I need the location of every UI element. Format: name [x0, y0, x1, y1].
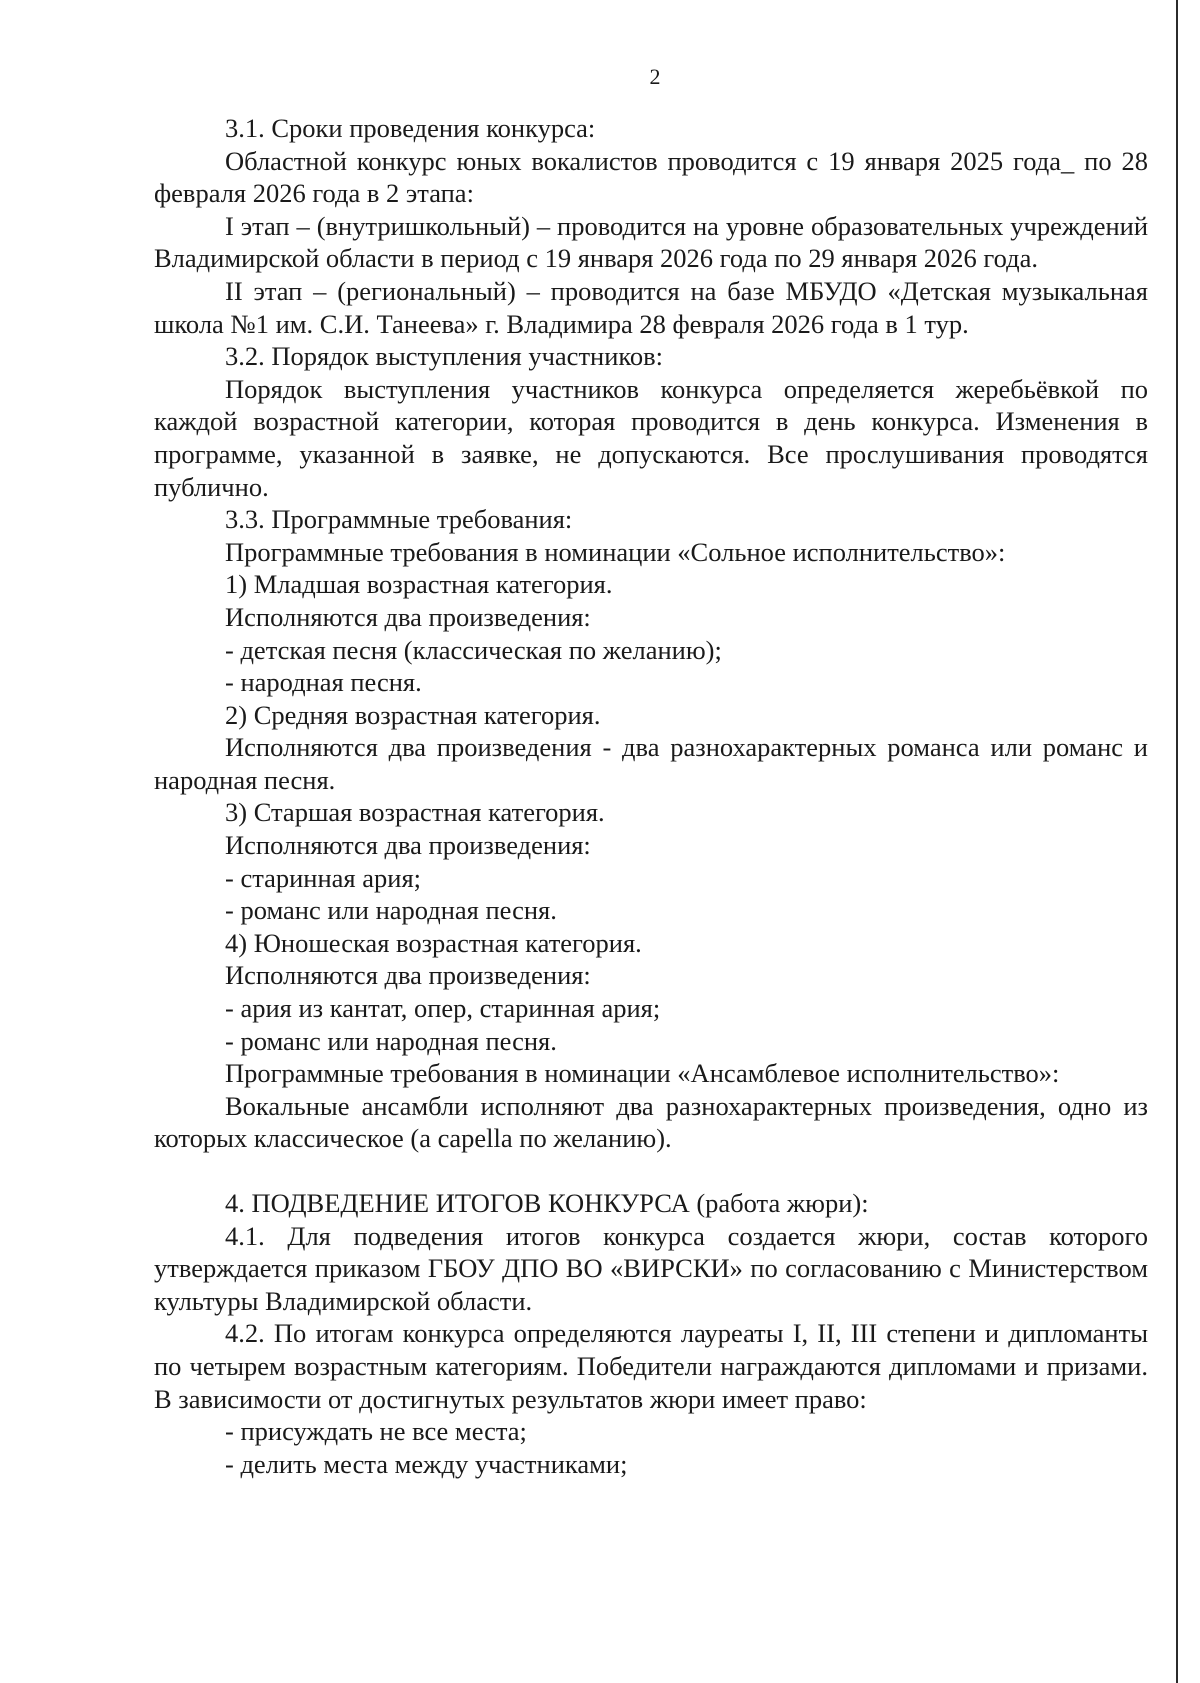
youth-work-2: - романс или народная песня. — [225, 1025, 557, 1056]
youth-category: 4) Юношеская возрастная категория. — [225, 927, 642, 958]
section-3-2-heading: 3.2. Порядок выступления участников: — [225, 341, 664, 372]
section-4-heading: 4. ПОДВЕДЕНИЕ ИТОГОВ КОНКУРСА (работа жюри): — [225, 1188, 869, 1218]
senior-works-intro: Исполняются два произведения: — [225, 830, 591, 861]
senior-work-2: - романс или народная песня. — [225, 895, 557, 926]
junior-category: 1) Младшая возрастная категория. — [225, 569, 613, 600]
stage-2-paragraph: II этап – (региональный) – проводится на базе МБУДО «Детская музыкальная школа №1 им. С.И. Танеева» г. Владимира 28 февраля 2026 года в 1 тур. — [154, 275, 1148, 339]
junior-work-1: - детская песня (классическая по желанию); — [225, 634, 722, 665]
middle-category: 2) Средняя возрастная категория. — [225, 699, 601, 730]
performance-order-paragraph: Порядок выступления участников конкурса определяется жеребьёвкой по каждой возрастной категории, которая проводится в день конкурса. Изменения в программе, указанной в заявке, не допускаются. Все прослушивания проводятся публично. — [154, 373, 1148, 502]
jury-right-2: - делить места между участниками; — [225, 1448, 628, 1479]
page-edge-line — [1176, 0, 1178, 1683]
ensemble-works: Вокальные ансамбли исполняют два разнохарактерных произведения, одно из которых классическое (а capella по желанию). — [154, 1090, 1148, 1154]
jury-right-1: - присуждать не все места; — [225, 1416, 527, 1447]
middle-works: Исполняются два произведения - два разнохарактерных романса или романс и народная песня. — [154, 732, 1148, 795]
senior-category: 3) Старшая возрастная категория. — [225, 797, 605, 828]
document-body — [154, 112, 1148, 1480]
youth-work-1: - ария из кантат, опер, старинная ария; — [225, 993, 661, 1024]
senior-work-1: - старинная ария; — [225, 862, 421, 893]
contest-dates-paragraph: Областной конкурс юных вокалистов проводится с 19 января 2025 года_ по 28 февраля 2026 года в 2 этапа: — [154, 145, 1148, 209]
stage-1-paragraph: I этап – (внутришкольный) – проводится на уровне образовательных учреждений Владимирской области в период с 19 января 2026 года по 29 января 2026 года. — [154, 210, 1148, 274]
ensemble-requirements-heading: Программные требования в номинации «Ансамблевое исполнительство»: — [225, 1058, 1060, 1089]
solo-requirements-heading: Программные требования в номинации «Сольное исполнительство»: — [225, 536, 1006, 567]
youth-works-intro: Исполняются два произведения: — [225, 960, 591, 991]
section-gap — [154, 1155, 1148, 1187]
page-number: 2 — [649, 64, 661, 89]
section-3-1-heading: 3.1. Сроки проведения конкурса: — [225, 113, 596, 143]
junior-works-intro: Исполняются два произведения: — [225, 601, 591, 632]
section-3-3-heading: 3.3. Программные требования: — [225, 504, 573, 535]
results-paragraph: 4.2. По итогам конкурса определяются лауреаты I, II, III степени и дипломанты по четырем возрастным категориям. Победители награждаются дипломами и призами. В зависимости от достигнутых результатов жюри имеет право: — [154, 1318, 1148, 1414]
jury-formation-paragraph: 4.1. Для подведения итогов конкурса создается жюри, состав которого утверждается приказом ГБОУ ДПО ВО «ВИРСКИ» по согласованию с Министерством культуры Владимирской области. — [154, 1220, 1148, 1316]
junior-work-2: - народная песня. — [225, 667, 422, 698]
